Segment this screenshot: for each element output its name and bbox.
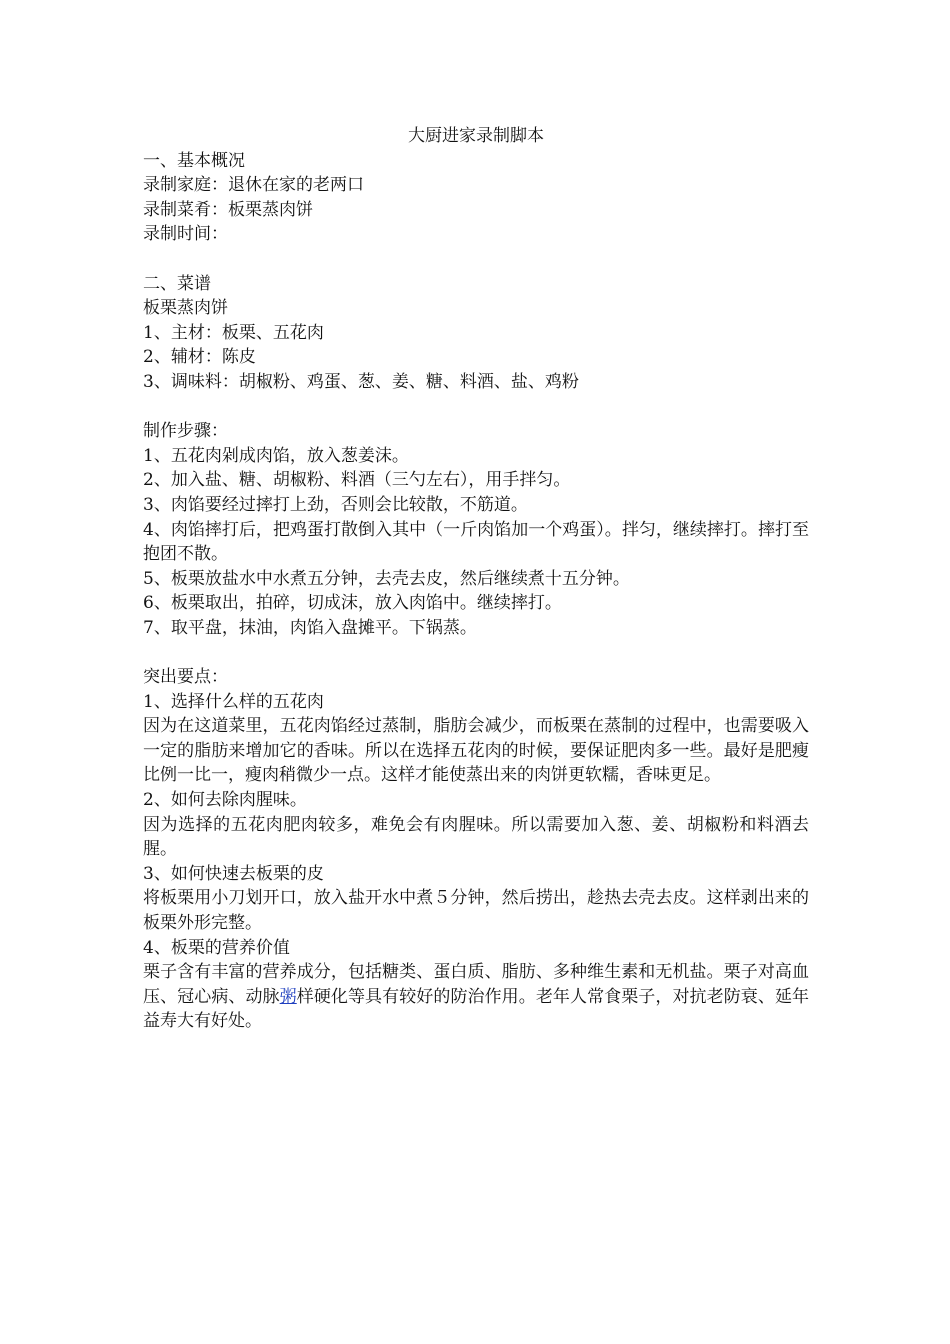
step-item: 6、板栗取出，拍碎，切成沫，放入肉馅中。继续摔打。 [143,593,562,614]
keypoints-heading: 突出要点： [143,667,228,688]
keypoint-heading-peel: 3、如何快速去板栗的皮 [143,863,324,884]
keypoint-text-peel: 将板栗用小刀划开口，放入盐开水中煮５分钟，然后捞出，趁热去壳去皮。这样剥出来的板栗外形完整。 [143,888,809,933]
ingredient-auxiliary: 2、辅材：陈皮 [143,347,256,368]
keypoint-text-pork: 因为在这道菜里，五花肉馅经过蒸制，脂肪会减少，而板栗在蒸制的过程中，也需要吸入一定的脂肪来增加它的香味。所以在选择五花肉的时候，要保证肥肉多一些。最好是肥瘦比例一比一，瘦肉稍微少一点。这样才能使蒸出来的肉饼更软糯，香味更足。 [143,716,809,786]
recording-family: 录制家庭：退休在家的老两口 [143,175,364,196]
keypoint-text-nutrition [143,960,809,1034]
step-item: 4、肉馅摔打后，把鸡蛋打散倒入其中（一斤肉馅加一个鸡蛋）。拌匀，继续摔打。摔打至抱团不散。 [143,519,809,565]
nutrition-text-part-b: 样硬化等具有较好的防治作用。老年人常食栗子，对抗老防衰、延年益寿大有好处。 [143,986,810,1032]
ingredient-seasoning: 3、调味料：胡椒粉、鸡蛋、葱、姜、糖、料酒、盐、鸡粉 [143,371,579,392]
steps-heading: 制作步骤： [143,421,228,442]
spacer [143,395,809,420]
step-item: 5、板栗放盐水中水煮五分钟，去壳去皮，然后继续煮十五分钟。 [143,568,630,589]
hyperlink-word[interactable]: 粥 [279,986,297,1007]
keypoint-heading-nutrition: 4、板栗的营养价值 [143,937,290,958]
recording-dish: 录制菜肴：板栗蒸肉饼 [143,199,313,220]
step-item: 1、五花肉剁成肉馅，放入葱姜沫。 [143,445,409,466]
spacer [143,247,809,272]
document-title: 大厨进家录制脚本 [408,126,544,146]
step-item: 3、肉馅要经过摔打上劲，否则会比较散，不筋道。 [143,494,528,515]
document-page [143,124,809,1034]
section-heading-overview: 一、基本概况 [143,150,245,171]
spacer [143,640,809,665]
section-heading-recipe: 二、菜谱 [143,273,211,294]
keypoint-heading-pork: 1、选择什么样的五花肉 [143,691,324,712]
ingredient-main: 1、主材：板栗、五花肉 [143,322,324,343]
nutrition-text-part-a: 栗子含有丰富的营养成分，包括糖类、蛋白质、脂肪、多种维生素和无机盐。栗子对高血压、冠心病、动脉 [143,962,809,1007]
step-item: 2、加入盐、糖、胡椒粉、料酒（三勺左右），用手拌匀。 [143,470,571,491]
keypoint-text-smell: 因为选择的五花肉肥肉较多，难免会有肉腥味。所以需要加入葱、姜、胡椒粉和料酒去腥。 [143,814,809,860]
recipe-dish-name: 板栗蒸肉饼 [143,298,228,319]
keypoint-heading-smell: 2、如何去除肉腥味。 [143,790,307,811]
step-item: 7、取平盘，抹油，肉馅入盘摊平。下锅蒸。 [143,617,477,638]
recording-time: 录制时间： [143,224,228,245]
